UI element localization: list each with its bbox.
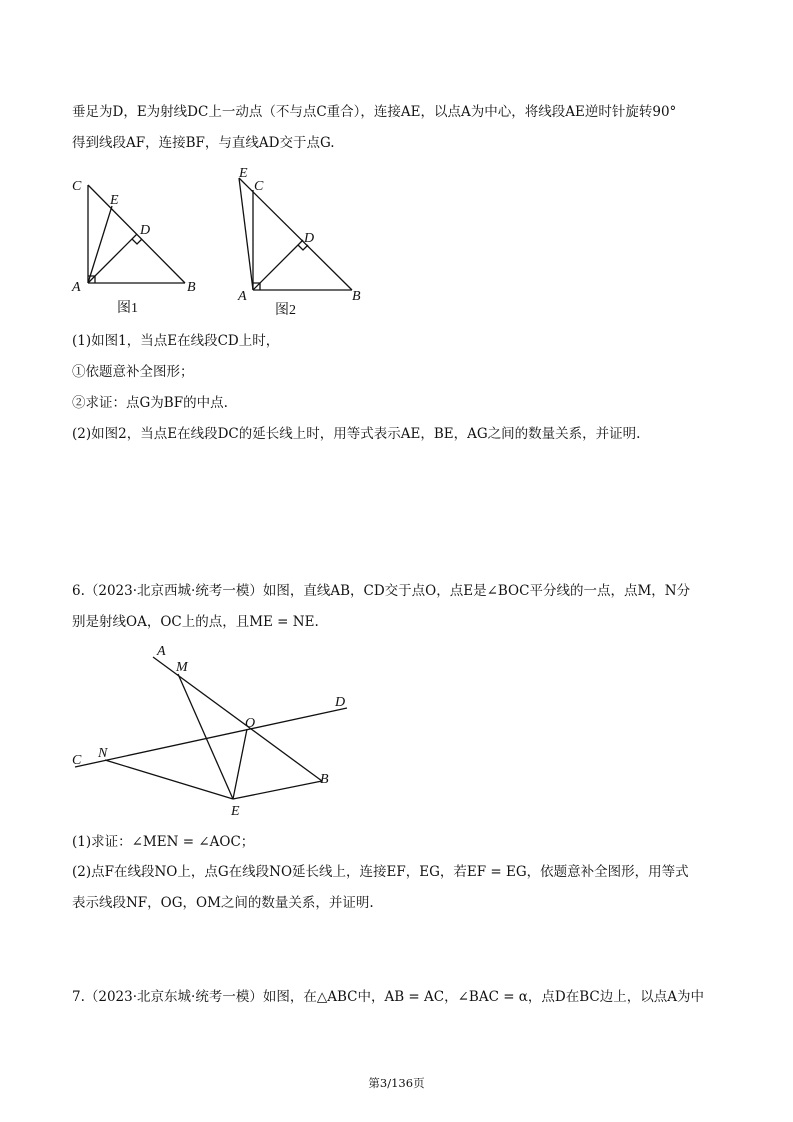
q5-part1a: ①依题意补全图形； <box>72 364 194 380</box>
q5-intro-line2: 得到线段AF，连接BF，与直线AD交于点G. <box>72 135 335 151</box>
q5-part1b: ②求证：点G为BF的中点. <box>72 395 228 411</box>
q6-part1: (1)求证：∠MEN = ∠AOC； <box>72 834 255 850</box>
q5-part1: (1)如图1，当点E在线段CD上时， <box>72 333 280 349</box>
fig2-caption: 图2 <box>275 303 296 318</box>
fig2-label-A: A <box>238 289 247 304</box>
q6-label-A: A <box>157 644 166 659</box>
fig2-segment-EB <box>239 178 352 290</box>
q6-line1: 6.（2023·北京西城·统考一模）如图，直线AB，CD交于点O，点E是∠BOC平分线的一点，点M，N分 <box>72 583 691 599</box>
fig1-caption: 图1 <box>117 301 138 316</box>
fig2-label-C: C <box>254 179 264 194</box>
fig1-label-E: E <box>110 193 119 208</box>
figure-1 <box>60 168 220 318</box>
fig1-label-B: B <box>187 280 196 295</box>
q6-label-N: N <box>98 746 108 761</box>
q5-intro-line1: 垂足为D，E为射线DC上一动点（不与点C重合），连接AE，以点A为中心，将线段AE逆时针旋转90° <box>72 104 677 120</box>
fig2-label-B: B <box>352 289 361 304</box>
figure-q6 <box>60 638 370 828</box>
fig2-label-E: E <box>239 166 248 181</box>
fig2-shape <box>239 178 352 290</box>
fig2-segment-AE <box>239 178 253 290</box>
q6-label-D: D <box>335 695 346 710</box>
q6-label-O: O <box>245 716 256 731</box>
q6-label-C: C <box>72 753 82 768</box>
fig1-right-angle-D <box>132 239 142 244</box>
fig1-label-D: D <box>140 223 151 238</box>
fig2-label-D: D <box>304 231 315 246</box>
fig1-shape <box>88 185 185 283</box>
q6-line-CD <box>75 708 347 767</box>
q6-label-B: B <box>320 772 329 787</box>
page-number: 第3/136页 <box>368 1076 425 1090</box>
q5-part2: (2)如图2，当点E在线段DC的延长线上时，用等式表示AE，BE，AG之间的数量关系，并证明. <box>72 426 641 442</box>
q6-segment-NE <box>105 760 233 799</box>
q6-segment-OE <box>233 729 247 799</box>
fig1-label-C: C <box>72 179 82 194</box>
fig1-label-A: A <box>72 280 81 295</box>
q6-part2-line1: (2)点F在线段NO上，点G在线段NO延长线上，连接EF，EG，若EF = EG，依题意补全图形，用等式 <box>72 864 689 880</box>
q6-line2: 别是射线OA，OC上的点，且ME = NE. <box>72 614 319 630</box>
q7-line1: 7.（2023·北京东城·统考一模）如图，在△ABC中，AB = AC，∠BAC = α，点D在BC边上，以点A为中 <box>72 989 704 1005</box>
q6-shape <box>75 657 347 799</box>
q6-part2-line2: 表示线段NF，OG，OM之间的数量关系，并证明. <box>72 895 374 911</box>
q6-segment-ME <box>178 674 233 799</box>
q6-label-E: E <box>231 804 240 819</box>
q6-segment-BE <box>233 781 322 799</box>
q6-label-M: M <box>176 660 188 675</box>
figure-2 <box>225 162 385 322</box>
